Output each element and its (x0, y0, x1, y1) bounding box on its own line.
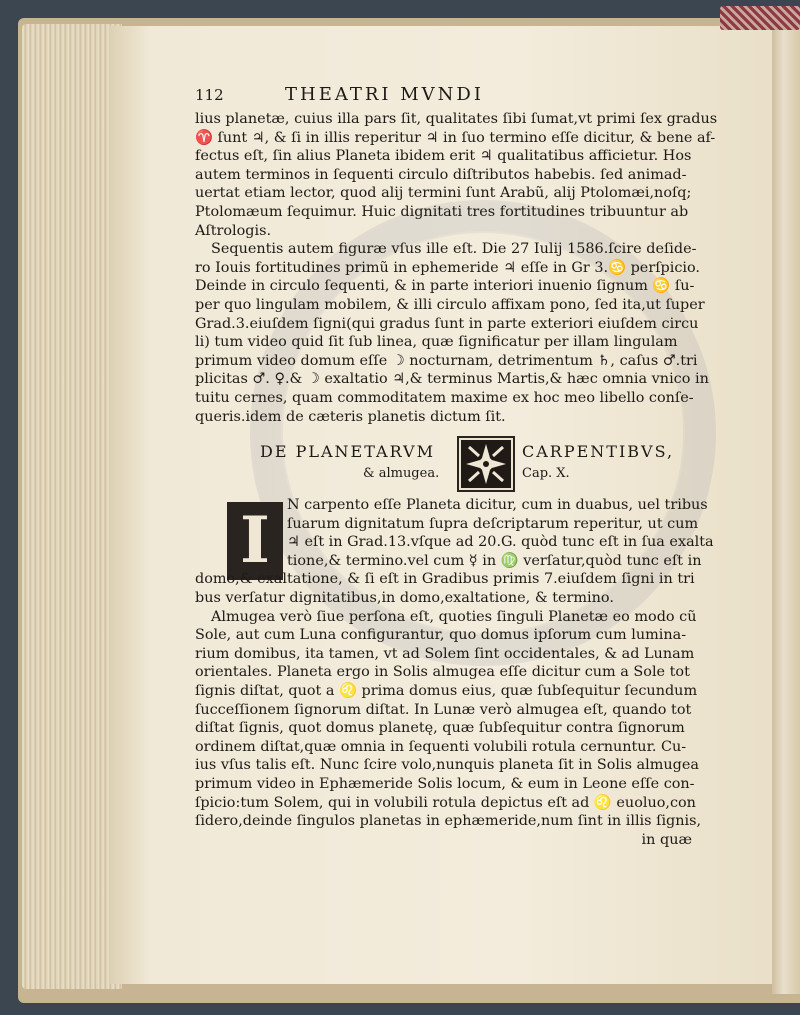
text-line: tione,& termino.vel cum ☿ in ♍ verſatur,quòd tunc eſt in (287, 552, 702, 569)
text-line: fectus eſt, ſin alius Planeta ibidem erit ♃ qualitatibus afficietur. Hos (195, 148, 692, 165)
text-line: ſpicio:tum Solem, qui in volubili rotula depictus eſt ad ♌ euoluo,con (195, 794, 696, 811)
text-line: autem terminos in ſequenti circulo diſtributos habebis. ſed animad- (195, 166, 687, 183)
page-text (195, 84, 730, 849)
text-line: ſucceſſionem ſignorum diſtat. In Lunæ verò almugea eſt, quando tot (195, 701, 692, 718)
text-line: ſignis diſtat, quot a ♌ prima domus eius, quæ ſubſequitur ſecundum (195, 683, 698, 700)
chapter-title-left: DE PLANETARVM (260, 442, 435, 462)
text-line: rium domibus, ita tamen, vt ad Solem ſint occidentales, & ad Lunam (195, 645, 695, 662)
gutter-fold (772, 24, 800, 994)
text-line: diſtat ſignis, quot domus planetę, quæ ſubſequitur contra ſignorum (195, 720, 685, 737)
folio-number: 112 (195, 86, 224, 104)
text-line: orientales. Planeta ergo in Solis almugea eſſe dicitur cum a Sole tot (195, 664, 690, 681)
text-line: Deinde in circulo ſequenti, & in parte interiori inuenio ſignum ♋ ſu- (195, 278, 695, 295)
text-line: tuitu cernes, quam commoditatem maxime ex hoc meo libello conſe- (195, 389, 694, 406)
text-line: Grad.3.eiuſdem ſigni(qui gradus ſunt in parte exteriori eiuſdem circu (195, 315, 699, 332)
fleuron-ornament (457, 436, 515, 492)
text-line: ordinem diſtat,quæ omnia in ſequenti volubili rotula cernuntur. Cu- (195, 738, 687, 755)
text-line: primum video domum eſſe ☽ nocturnam, detrimentum ♄, caſus ♂.tri (195, 352, 698, 369)
paragraph-carpento (195, 496, 730, 608)
text-line: ius vſus talis eſt. Nunc ſcire volo,nunquis planeta ſit in Solis almugea (195, 757, 699, 774)
chapter-subtitle-left: & almugea. (363, 466, 440, 482)
running-title: THEATRI MVNDI (285, 84, 484, 105)
text-line: uertat etiam lector, quod alij termini ſunt Arabũ, alij Ptolomæi,noſq; (195, 185, 692, 202)
text-line: plicitas ♂. ♀.& ☽ exaltatio ♃,& terminus Martis,& hæc omnia vnico in (195, 371, 709, 388)
text-line: Ptolomæum ſequimur. Huic dignitati tres fortitudines tribuuntur ab (195, 203, 689, 220)
text-line: ♈ ſunt ♃, & ſi in illis reperitur ♃ in ſuo termino eſſe dicitur, & bene af- (195, 129, 716, 146)
text-line: Sole, aut cum Luna configurantur, quo domus ipſorum cum lumina- (195, 627, 687, 644)
paragraph-usage (195, 240, 730, 426)
chapter-title-right: CARPENTIBVS, (522, 442, 675, 462)
page-header (195, 84, 730, 110)
text-line: Aſtrologis. (195, 222, 272, 239)
text-line: li) tum video quid ſit ſub linea, quæ ſignificatur per illam lingulam (195, 334, 678, 351)
text-line: ro Iouis fortitudines primũ in ephemeride ♃ eſſe in Gr 3.♋ perſpicio. (195, 259, 700, 276)
bookmark-ribbon (720, 6, 800, 30)
text-line: per quo lingulam mobilem, & illi circulo affixam pono, ſed ita,ut ſuper (195, 296, 705, 313)
text-line: ſuarum dignitatum ſupra deſcriptarum reperitur, ut cum (287, 515, 699, 532)
text-line: primum video in Ephæmeride Solis locum, & eum in Leone eſſe con- (195, 776, 695, 792)
text-line: bus verſatur dignitatibus,in domo,exaltatione, & termino. (195, 590, 614, 607)
text-line: Almugea verò ſiue perſona eſt, quoties ſinguli Planetæ eo modo cũ (211, 608, 697, 625)
text-line: lius planetæ, cuius illa pars ſit, qualitates ſibi ſumat,vt primi ſex gradus (195, 111, 718, 127)
catchword: in quæ (641, 831, 692, 848)
text-line: domo,& exaltatione, & ſi eſt in Gradibus primis 7.eiuſdem ſigni in tri (195, 571, 695, 588)
text-line: N carpento eſſe Planeta dicitur, cum in duabus, uel tribus (287, 497, 708, 514)
decorated-initial: I (227, 502, 283, 580)
paragraph-terms (195, 110, 730, 240)
text-line: ſidero,deinde ſingulos planetas in ephæmeride,num ſint in illis ſignis, (195, 813, 702, 830)
chapter-number: Cap. X. (522, 466, 570, 482)
text-line: queris.idem de cæteris planetis dictum ſit. (195, 408, 506, 425)
chapter-heading (195, 432, 730, 496)
page-edges (22, 24, 122, 989)
text-line: ♃ eſt in Grad.13.vſque ad 20.G. quòd tunc eſt in ſua exalta (287, 534, 714, 551)
paragraph-almugea (195, 608, 730, 831)
text-line: Sequentis autem figuræ vſus ille eſt. Die 27 Iulij 1586.ſcire deſide- (211, 241, 697, 258)
